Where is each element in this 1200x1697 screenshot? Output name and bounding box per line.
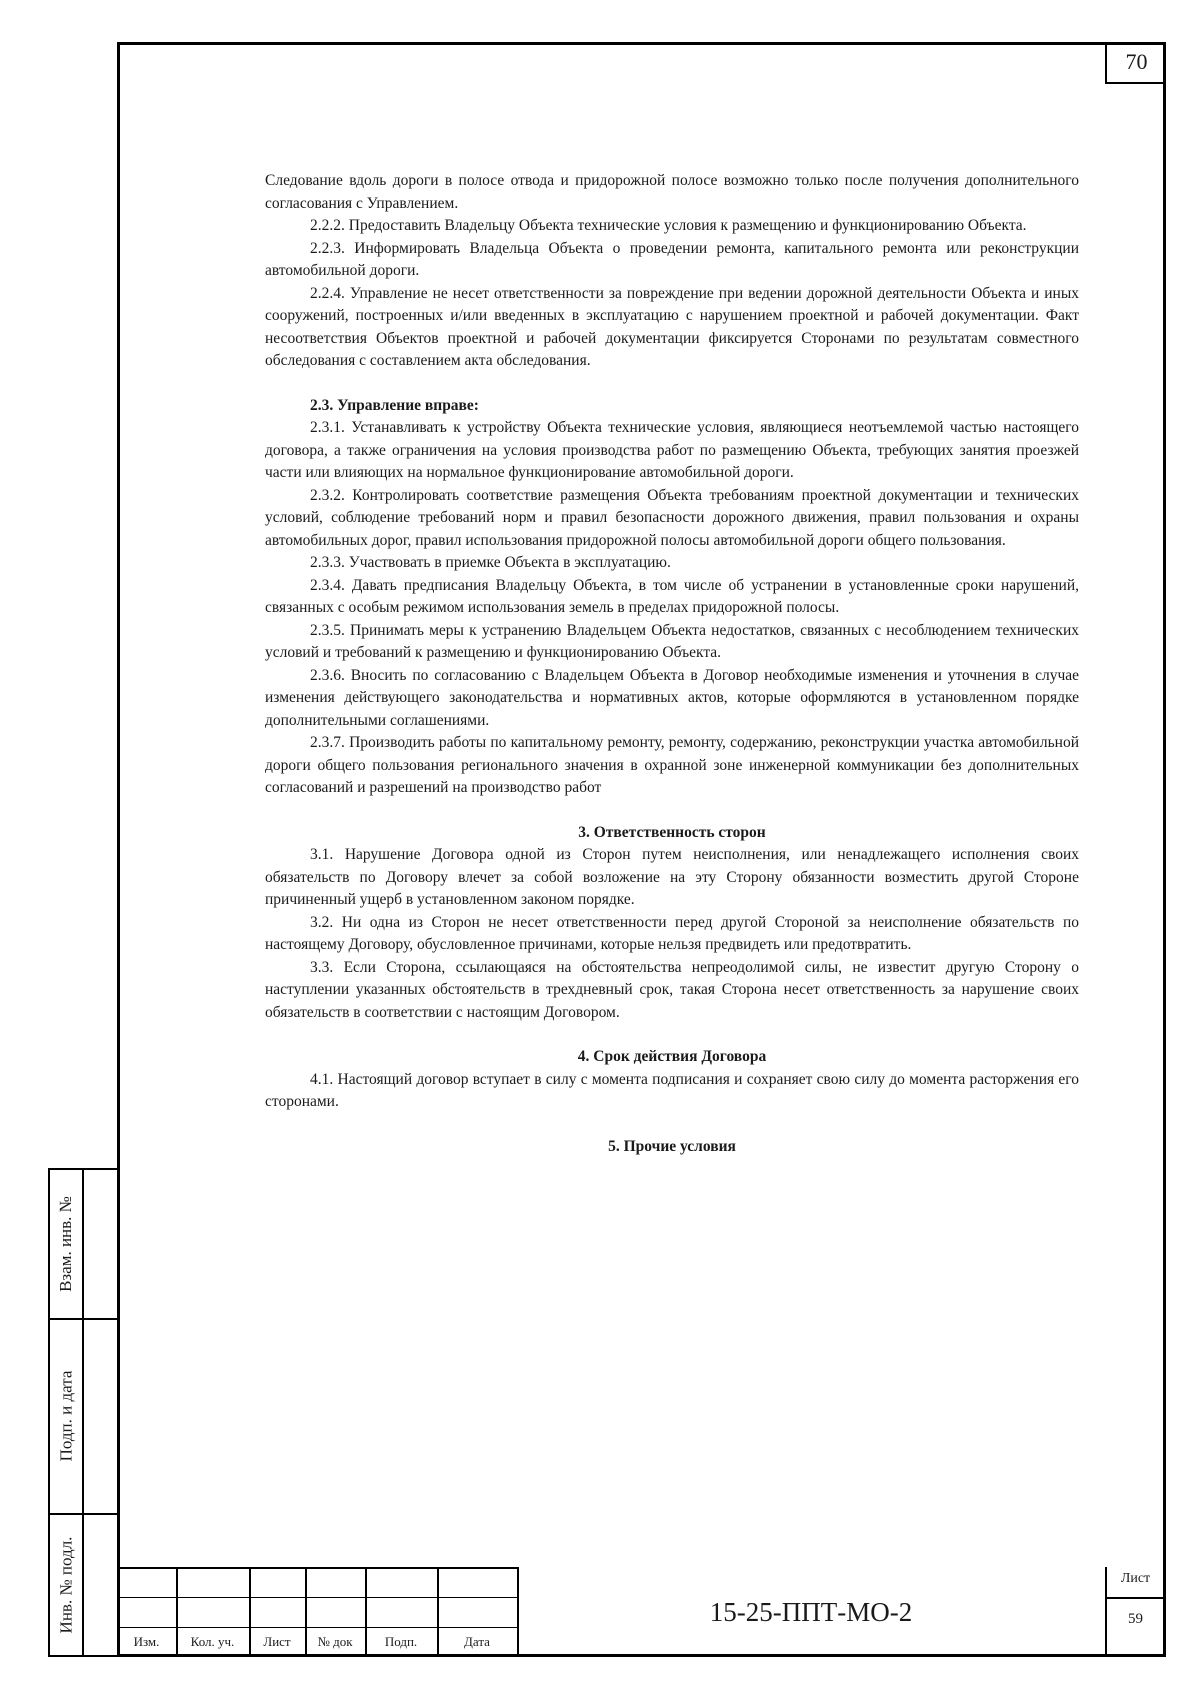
page-number: 70	[1105, 42, 1166, 84]
paragraph: 4.1. Настоящий договор вступает в силу с момента подписания и сохраняет свою силу до момента расторжения его сторонами.	[265, 1070, 1079, 1110]
section-heading: 2.3. Управление вправе:	[310, 396, 479, 414]
divider	[1105, 1597, 1166, 1599]
sheet-label: Лист	[1120, 1571, 1151, 1586]
title-block	[117, 1567, 1166, 1657]
vzam-label: Взам. инв. №	[56, 1196, 75, 1292]
paragraph: 3.1. Нарушение Договора одной из Сторон путем неисполнения, или ненадлежащего исполнения своих обязательств по Договору влечет за собой возложение на эту Сторону обязанности возместить другой Стороне причиненный ущерб в установленном законом порядке.	[265, 846, 1079, 908]
paragraph: 2.3.4. Давать предписания Владельцу Объекта, в том числе об устранении в установленные сроки нарушений, связанных с особым режимом использования земель в пределах придорожной полосы.	[265, 576, 1079, 616]
paragraph: Следование вдоль дороги в полосе отвода и придорожной полосе возможно только после получения дополнительного согласования с Управлением.	[265, 172, 1079, 212]
left-stamp	[48, 1168, 117, 1657]
col-label-kol: Кол. уч.	[190, 1634, 235, 1649]
section-heading: 5. Прочие условия	[608, 1137, 736, 1155]
col-label-doc: № док	[317, 1634, 353, 1649]
document-body	[265, 170, 1079, 1158]
col-label-list: Лист	[263, 1634, 291, 1649]
revision-grid	[117, 1567, 517, 1657]
col-label-podp: Подп.	[384, 1634, 418, 1649]
paragraph: 2.3.5. Принимать меры к устранению Владельцем Объекта недостатков, связанных с несоблюдением технических условий и требований к размещению и функционированию Объекта.	[265, 621, 1079, 661]
col-label-izm: Изм.	[133, 1634, 160, 1649]
section-heading: 3. Ответственность сторон	[578, 823, 766, 841]
podp-label: Подп. и дата	[56, 1370, 76, 1461]
paragraph: 2.3.3. Участвовать в приемке Объекта в эксплуатацию.	[310, 554, 671, 571]
paragraph: 3.2. Ни одна из Сторон не несет ответственности перед другой Стороной за неисполнение обязательств по настоящему Договору, обусловленное причинами, которые нельзя предвидеть или предотвратить.	[265, 913, 1079, 953]
paragraph: 2.2.2. Предоставить Владельцу Объекта технические условия к размещению и функционированию Объекта.	[310, 217, 1027, 234]
paragraph: 2.3.6. Вносить по согласованию с Владельцем Объекта в Договор необходимые изменения и уточнения в случае изменения действующего законодательства и нормативных актов, которые оформляются в установленном порядке дополнительными соглашениями.	[265, 666, 1079, 729]
paragraph: 2.2.3. Информировать Владельца Объекта о проведении ремонта, капитального ремонта или реконструкции автомобильной дороги.	[265, 239, 1079, 279]
divider	[117, 1627, 517, 1628]
paragraph: 3.3. Если Сторона, ссылающаяся на обстоятельства непреодолимой силы, не известит другую Сторону о наступлении указанных обстоятельств в трехдневный срок, такая Сторона несет ответственность за нарушение своих обязательств в соответствии с настоящим Договором.	[265, 958, 1079, 1021]
col-label-data: Дата	[464, 1634, 490, 1649]
divider	[117, 1597, 517, 1598]
paragraph: 2.3.2. Контролировать соответствие размещения Объекта требованиям проектной документации и технических условий, соблюдение требований норм и правил безопасности дорожного движения, правил пользования и охраны автомобильных дорог, правил использования придорожной полосы автомобильной дороги общего пользования.	[265, 486, 1079, 549]
document-number: 15-25-ППТ-МО-2	[709, 1597, 913, 1627]
sheet-number: 59	[1128, 1611, 1143, 1627]
divider	[82, 1168, 84, 1657]
paragraph: 2.2.4. Управление не несет ответственности за повреждение при ведении дорожной деятельности Объекта и иных сооружений, построенных и/или введенных в эксплуатацию с нарушением проектной и рабочей документации. Факт несоответствия Объектов проектной и рабочей документации фиксируется Сторонами по результатам совместного обследования с составлением акта обследования.	[265, 284, 1079, 369]
paragraph: 2.3.1. Устанавливать к устройству Объекта технические условия, являющиеся неотъемлемой частью настоящего договора, а также ограничения на условия производства работ по размещению Объекта, требующих занятия проезжей части или влияющих на нормальное функционирование автомобильной дороги.	[265, 419, 1079, 481]
section-heading: 4. Срок действия Договора	[577, 1048, 767, 1065]
paragraph: 2.3.7. Производить работы по капитальному ремонту, ремонту, содержанию, реконструкции участка автомобильной дороги общего пользования регионального значения в охранной зоне инженерной коммуникации без дополнительных согласований и разрешений на производство работ	[265, 734, 1079, 796]
inv-label: Инв. № подл.	[56, 1536, 75, 1634]
